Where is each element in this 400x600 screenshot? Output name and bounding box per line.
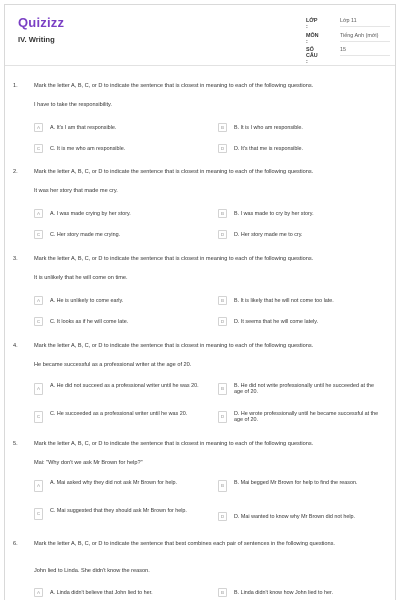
meta-value-question-count: 15 xyxy=(340,47,390,56)
option-letter-box: C xyxy=(34,317,43,326)
option-letter-box: C xyxy=(34,230,43,239)
question-instruction: Mark the letter A, B, C, or D to indicate the sentence that is closest in meaning to each of the following questions. xyxy=(34,343,314,349)
option-text: A. I was made crying by her story. xyxy=(50,210,131,217)
meta-label-class: LỚP : xyxy=(306,18,318,30)
option-text: C. It looks as if he will come late. xyxy=(50,318,129,325)
question-stem: I have to take the responsibility. xyxy=(34,102,112,108)
option-text: B. He did not write professionally until he succeeded at the age of 20. xyxy=(234,382,374,395)
option-text: C. He succeeded as a professional writer until he was 20. xyxy=(50,410,188,417)
worksheet-header xyxy=(5,5,395,66)
option-c[interactable] xyxy=(34,317,206,329)
option-text: C. Mai suggested that they should ask Mr Brown for help. xyxy=(50,507,187,514)
question-instruction: Mark the letter A, B, C, or D to indicate the sentence that is closest in meaning to each of the following questions. xyxy=(34,169,314,175)
option-text: B. It is likely that he will not come too late. xyxy=(234,297,334,304)
option-d[interactable] xyxy=(218,409,390,421)
option-letter-box: A xyxy=(34,383,43,395)
option-text: B. Linda didn't know how John lied to her. xyxy=(234,589,334,596)
option-b[interactable] xyxy=(218,588,390,600)
option-text: C. It is me who am responsible. xyxy=(50,145,126,152)
option-letter-box: B xyxy=(218,588,227,597)
option-text: C. Her story made me crying. xyxy=(50,231,121,238)
question-instruction: Mark the letter A, B, C, or D to indicate the sentence that is closest in meaning to each of the following questions. xyxy=(34,441,314,447)
option-d[interactable] xyxy=(218,230,390,242)
quizizz-logo: Quizizz xyxy=(18,15,65,30)
option-c[interactable] xyxy=(34,409,206,421)
question-number: 6. xyxy=(13,541,18,547)
option-a[interactable] xyxy=(34,478,206,490)
option-a[interactable] xyxy=(34,296,206,308)
option-letter-box: C xyxy=(34,411,43,423)
option-b[interactable] xyxy=(218,296,390,308)
meta-value-class: Lớp 11 xyxy=(340,18,390,27)
option-letter-box: A xyxy=(34,296,43,305)
option-letter-box: D xyxy=(218,144,227,153)
option-a[interactable] xyxy=(34,123,206,135)
option-d[interactable] xyxy=(218,317,390,329)
option-c[interactable] xyxy=(34,144,206,156)
option-text: A. It's I am that responsible. xyxy=(50,124,117,131)
question-number: 1. xyxy=(13,83,18,89)
question-stem: He became successful as a professional writer at the age of 20. xyxy=(34,362,192,368)
option-a[interactable] xyxy=(34,381,206,393)
option-c[interactable] xyxy=(34,230,206,242)
question-stem: Mai: "Why don't we ask Mr Brown for help?" xyxy=(34,460,143,466)
option-b[interactable] xyxy=(218,209,390,221)
option-letter-box: A xyxy=(34,209,43,218)
option-text: D. It's that me is responsible. xyxy=(234,145,304,152)
option-text: B. Mai begged Mr Brown for help to find the reason. xyxy=(234,479,358,486)
option-letter-box: A xyxy=(34,480,43,492)
worksheet-title: IV. Writing xyxy=(18,35,55,44)
option-b[interactable] xyxy=(218,123,390,135)
option-letter-box: C xyxy=(34,508,43,520)
option-letter-box: B xyxy=(218,209,227,218)
question-number: 2. xyxy=(13,169,18,175)
option-a[interactable] xyxy=(34,209,206,221)
question-number: 3. xyxy=(13,256,18,262)
question-instruction: Mark the letter A, B, C, or D to indicate the sentence that is closest in meaning to each of the following questions. xyxy=(34,83,314,89)
option-letter-box: B xyxy=(218,296,227,305)
option-text: A. He did not succeed as a professional writer until he was 20. xyxy=(50,382,199,389)
question-number: 5. xyxy=(13,441,18,447)
option-c[interactable] xyxy=(34,506,206,518)
question-instruction: Mark the letter A, B, C, or D to indicate the sentence that best combines each pair of sentences in the following questions. xyxy=(34,541,335,547)
option-letter-box: B xyxy=(218,123,227,132)
option-letter-box: B xyxy=(218,383,227,395)
question-stem: It was her story that made me cry. xyxy=(34,188,118,194)
option-text: D. He wrote professionally until he became successful at the age of 20. xyxy=(234,410,379,423)
question-stem: It is unlikely that he will come on time. xyxy=(34,275,128,281)
question-instruction: Mark the letter A, B, C, or D to indicate the sentence that is closest in meaning to each of the following questions. xyxy=(34,256,314,262)
question-stem: John lied to Linda. She didn't know the reason. xyxy=(34,568,150,574)
question-number: 4. xyxy=(13,343,18,349)
option-letter-box: D xyxy=(218,512,227,521)
option-letter-box: D xyxy=(218,317,227,326)
option-text: D. Her story made me to cry. xyxy=(234,231,303,238)
option-text: A. He is unlikely to come early. xyxy=(50,297,124,304)
meta-value-subject: Tiếng Anh (mới) xyxy=(340,33,390,42)
option-letter-box: D xyxy=(218,411,227,423)
option-letter-box: B xyxy=(218,480,227,492)
option-d[interactable] xyxy=(218,512,390,524)
option-text: B. I was made to cry by her story. xyxy=(234,210,314,217)
option-d[interactable] xyxy=(218,144,390,156)
option-letter-box: A xyxy=(34,123,43,132)
meta-label-subject: MÔN : xyxy=(306,32,319,45)
option-text: D. It seems that he will come lately. xyxy=(234,318,319,325)
meta-label-question-count: SỐ CÂU : xyxy=(306,47,318,65)
option-letter-box: A xyxy=(34,588,43,597)
option-text: B. It is I who am responsible. xyxy=(234,124,303,131)
option-letter-box: D xyxy=(218,230,227,239)
option-text: A. Linda didn't believe that John lied to her. xyxy=(50,589,153,596)
option-letter-box: C xyxy=(34,144,43,153)
worksheet-page xyxy=(4,4,396,600)
option-b[interactable] xyxy=(218,478,390,490)
option-a[interactable] xyxy=(34,588,206,600)
option-text: A. Mai asked why they did not ask Mr Brown for help. xyxy=(50,479,178,486)
option-text: D. Mai wanted to know why Mr Brown did not help. xyxy=(234,513,356,520)
option-b[interactable] xyxy=(218,381,390,393)
